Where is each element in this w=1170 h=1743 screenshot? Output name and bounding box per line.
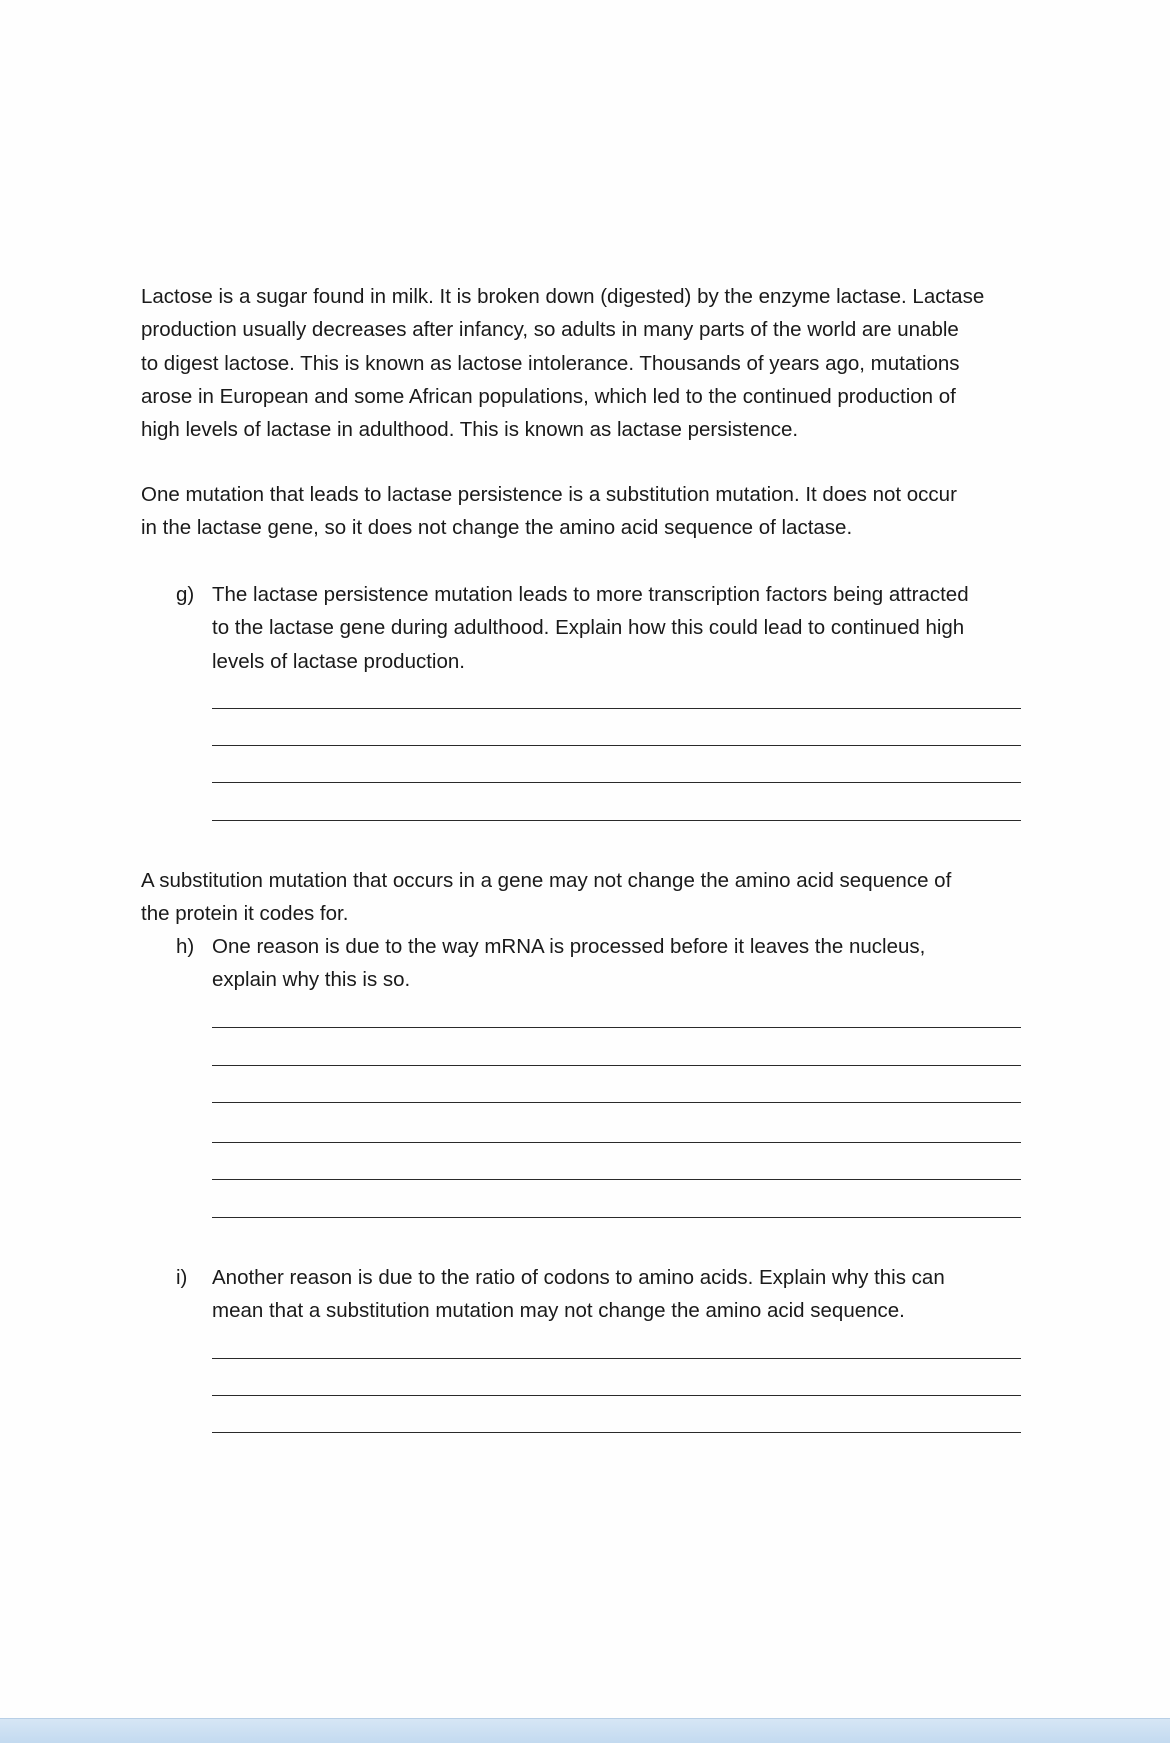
question-i-text	[212, 1261, 1046, 1328]
third-paragraph	[141, 864, 1041, 931]
question-g-label: g)	[176, 583, 195, 606]
window-bottom-bar	[0, 1718, 1170, 1743]
question-i	[176, 1261, 1046, 1328]
answer-line-h-3[interactable]	[212, 1102, 1021, 1103]
question-g	[176, 578, 1046, 678]
question-g-line: levels of lactase production.	[212, 649, 465, 673]
answer-line-h-5[interactable]	[212, 1179, 1021, 1180]
intro-line: arose in European and some African populations, which led to the continued production of	[141, 384, 956, 408]
second-line: One mutation that leads to lactase persistence is a substitution mutation. It does not occur	[141, 483, 957, 506]
intro-line: production usually decreases after infancy, so adults in many parts of the world are unable	[141, 318, 959, 342]
question-i-label: i)	[176, 1266, 188, 1289]
answer-line-h-1[interactable]	[212, 1027, 1021, 1028]
question-i-line: Another reason is due to the ratio of codons to amino acids. Explain why this can	[212, 1266, 945, 1289]
answer-line-g-3[interactable]	[212, 782, 1021, 783]
question-h	[176, 930, 1046, 997]
third-line: the protein it codes for.	[141, 902, 349, 926]
question-h-text	[212, 930, 1046, 997]
second-line: in the lactase gene, so it does not change the amino acid sequence of lactase.	[141, 516, 853, 540]
question-h-label: h)	[176, 935, 195, 958]
answer-line-g-4[interactable]	[212, 820, 1021, 821]
answer-line-h-6[interactable]	[212, 1217, 1021, 1218]
answer-line-i-1[interactable]	[212, 1358, 1021, 1359]
answer-line-g-1[interactable]	[212, 708, 1021, 709]
question-g-line: to the lactase gene during adulthood. Explain how this could lead to continued high	[212, 616, 965, 640]
intro-line: high levels of lactase in adulthood. This is known as lactase persistence.	[141, 418, 799, 442]
answer-line-i-3[interactable]	[212, 1432, 1021, 1433]
second-paragraph	[141, 478, 1041, 545]
answer-line-i-2[interactable]	[212, 1395, 1021, 1396]
question-g-line: The lactase persistence mutation leads to more transcription factors being attracted	[212, 583, 969, 606]
intro-line: Lactose is a sugar found in milk. It is broken down (digested) by the enzyme lactase. Lactase	[141, 285, 985, 308]
third-line: A substitution mutation that occurs in a gene may not change the amino acid sequence of	[141, 869, 952, 892]
intro-paragraph	[141, 280, 1041, 446]
question-h-line: explain why this is so.	[212, 968, 411, 992]
question-h-line: One reason is due to the way mRNA is processed before it leaves the nucleus,	[212, 935, 926, 958]
answer-line-g-2[interactable]	[212, 745, 1021, 746]
answer-line-h-4[interactable]	[212, 1142, 1021, 1143]
intro-line: to digest lactose. This is known as lactose intolerance. Thousands of years ago, mutations	[141, 351, 960, 375]
question-i-line: mean that a substitution mutation may not change the amino acid sequence.	[212, 1299, 905, 1323]
answer-line-h-2[interactable]	[212, 1065, 1021, 1066]
question-g-text	[212, 578, 1046, 678]
